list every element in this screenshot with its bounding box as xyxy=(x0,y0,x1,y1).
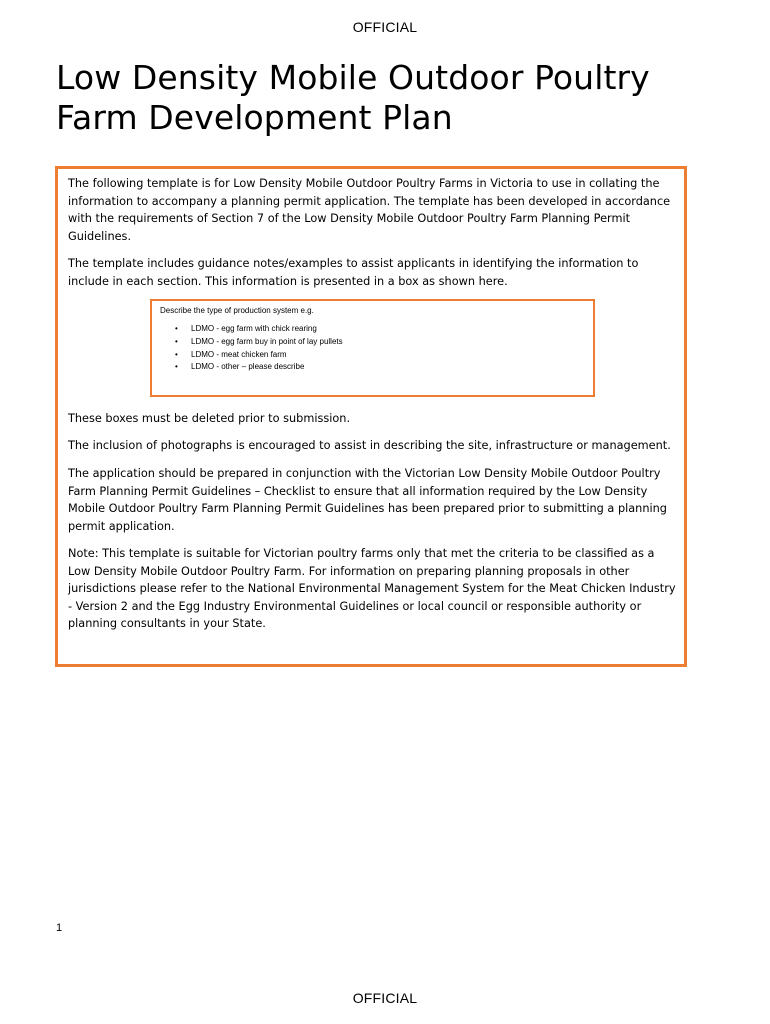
deletion-instruction-paragraph: These boxes must be deleted prior to submission. xyxy=(68,412,351,425)
bullet-icon: • xyxy=(175,349,178,359)
list-item xyxy=(172,361,343,374)
list-item-label: LDMO - egg farm buy in point of lay pullets xyxy=(191,336,343,346)
classification-footer: OFFICIAL xyxy=(352,990,418,1006)
classification-header: OFFICIAL xyxy=(352,19,418,35)
production-system-list xyxy=(172,323,343,374)
intro-guidance-box xyxy=(55,166,687,667)
list-item-label: LDMO - meat chicken farm xyxy=(191,349,287,359)
checklist-paragraph: The application should be prepared in conjunction with the Victorian Low Density Mobile Outdoor Poultry Farm Planning Permit Guidelines – Checklist to ensure that all information required by the Low Density Mobile Outdoor Poultry Farm Planning Permit Guidelines has been prepared prior to submitting a planning permit application. xyxy=(68,467,667,533)
example-guidance-box xyxy=(150,299,595,397)
bullet-icon: • xyxy=(175,336,178,346)
list-item xyxy=(172,349,343,362)
list-item-label: LDMO - other – please describe xyxy=(191,362,305,372)
list-item-label: LDMO - egg farm with chick rearing xyxy=(191,324,317,333)
jurisdiction-note-paragraph: Note: This template is suitable for Victorian poultry farms only that met the criteria to be classified as a Low Density Mobile Outdoor Poultry Farm. For information on preparing planning proposals in other jurisdictions please refer to the National Environmental Management System for the Meat Chicken Industry - Version 2 and the Egg Industry Environmental Guidelines or local council or responsible authority or planning consultants in your State. xyxy=(68,547,676,631)
bullet-icon: • xyxy=(175,324,178,333)
example-guidance-heading: Describe the type of production system e.g. xyxy=(160,306,314,315)
list-item xyxy=(172,336,343,349)
intro-paragraph-guidance-notes: The template includes guidance notes/examples to assist applicants in identifying the information to include in each section. This information is presented in a box as shown here. xyxy=(68,257,639,288)
list-item xyxy=(172,323,343,336)
bullet-icon: • xyxy=(175,362,178,372)
document-title: Low Density Mobile Outdoor Poultry Farm Development Plan xyxy=(56,58,650,137)
intro-paragraph-template-purpose: The following template is for Low Density Mobile Outdoor Poultry Farms in Victoria to use in collating the information to accompany a planning permit application. The template has been developed in accordance with the requirements of Section 7 of the Low Density Mobile Outdoor Poultry Farm Planning Permit Guidelines. xyxy=(68,177,671,243)
page-number: 1 xyxy=(56,922,63,934)
photographs-paragraph: The inclusion of photographs is encouraged to assist in describing the site, infrastructure or management. xyxy=(68,439,671,452)
